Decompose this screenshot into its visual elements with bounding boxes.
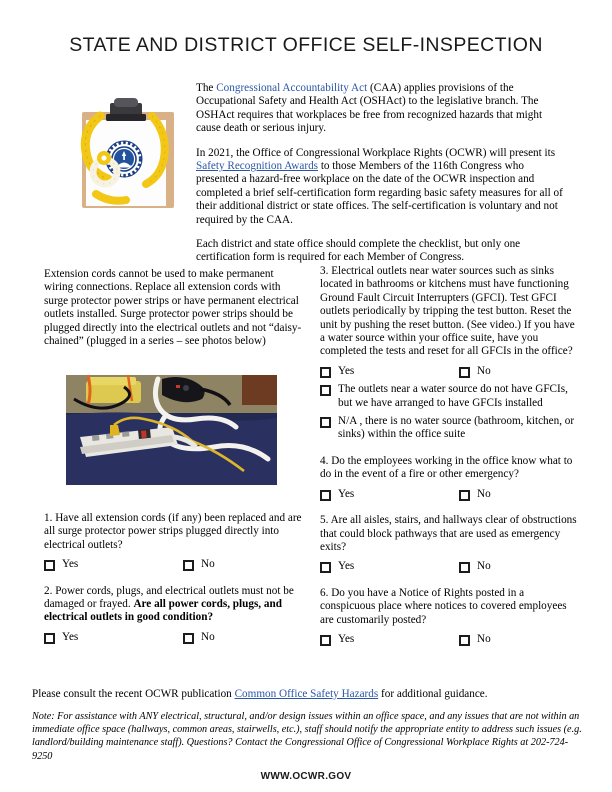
question-3-extra-label-1: The outlets near a water source do not have GFCIs, but we have arranged to have GFCIs installed bbox=[338, 383, 568, 409]
question-1-yes-option[interactable] bbox=[44, 558, 183, 571]
caa-link[interactable]: Congressional Accountability Act bbox=[216, 82, 368, 94]
question-6-yes-option[interactable] bbox=[320, 633, 459, 646]
question-2-text bbox=[44, 585, 302, 625]
checkbox-icon[interactable] bbox=[320, 367, 331, 378]
left-column-questions bbox=[44, 512, 302, 644]
right-column bbox=[320, 265, 578, 646]
checkbox-icon[interactable] bbox=[459, 367, 470, 378]
checkbox-icon[interactable] bbox=[320, 385, 331, 396]
question-5-yes-label: Yes bbox=[338, 560, 355, 573]
extension-cord-guidance: Extension cords cannot be used to make permanent wiring connections. Replace all extension cords with surge protector power strips or have permanent electrical outlets installed. Surge protector power strips should be plugged directly into the electrical outlets and not “daisy-chained” (plugged in a series – see photos below) bbox=[44, 268, 302, 348]
question-1-no-option[interactable] bbox=[183, 558, 215, 571]
question-2 bbox=[44, 585, 302, 645]
question-6-yes-label: Yes bbox=[338, 632, 355, 645]
daisy-chain-photo bbox=[66, 375, 277, 485]
checkbox-icon[interactable] bbox=[320, 635, 331, 646]
common-office-safety-hazards-link[interactable]: Common Office Safety Hazards bbox=[234, 688, 379, 700]
question-3-no-label: No bbox=[477, 364, 491, 377]
question-5-yes-option[interactable] bbox=[320, 560, 459, 573]
checkbox-icon[interactable] bbox=[459, 562, 470, 573]
question-5-no-option[interactable] bbox=[459, 560, 491, 573]
intro-paragraph-3: Each district and state office should complete the checklist, but only one certification form is required for each Member of Congress. bbox=[196, 238, 521, 264]
checkbox-icon[interactable] bbox=[320, 490, 331, 501]
question-2-bold: Are all power cords, plugs, and electrical outlets in good condition? bbox=[44, 598, 282, 624]
question-5 bbox=[320, 514, 578, 574]
question-2-no-option[interactable] bbox=[183, 631, 215, 644]
intro-p1-before: The bbox=[196, 82, 217, 94]
question-5-text: 5. Are all aisles, stairs, and hallways clear of obstructions that could block pathways that are used as emergency exits? bbox=[320, 514, 577, 553]
question-4-text: 4. Do the employees working in the office know what to do in the event of a fire or other emergency? bbox=[320, 454, 573, 481]
intro-paragraph-2 bbox=[196, 147, 568, 227]
question-1 bbox=[44, 512, 302, 572]
question-1-yes-label: Yes bbox=[62, 558, 79, 571]
question-3-yes-label: Yes bbox=[338, 364, 355, 377]
question-6-no-label: No bbox=[477, 632, 491, 645]
intro-p2-before: In 2021, the Office of Congressional Workplace Rights (OCWR) will present its bbox=[196, 146, 556, 159]
guidance-before: Please consult the recent OCWR publication bbox=[32, 688, 235, 700]
checkbox-icon[interactable] bbox=[44, 633, 55, 644]
question-4 bbox=[320, 455, 578, 501]
question-3-text: 3. Electrical outlets near water sources such as sinks located in bathrooms or kitchens must have functioning Ground Fault Circuit Interrupters (GFCI). Test GFCI outlets periodically by tripping the test button. Reset the unit by pushing the reset button. (See video.) If you have a water source within your office suite, have you completed the tests and reset for all GFCIs in the office? bbox=[320, 265, 575, 358]
question-4-options bbox=[320, 488, 578, 501]
question-6-text: 6. Do you have a Notice of Rights posted in a conspicuous place where notices to covered employees are customarily posted? bbox=[320, 586, 567, 626]
guidance-line bbox=[32, 688, 580, 701]
question-5-no-label: No bbox=[477, 560, 491, 573]
page-title: STATE AND DISTRICT OFFICE SELF-INSPECTION bbox=[69, 34, 543, 56]
question-6 bbox=[320, 587, 578, 647]
clipboard-illustration bbox=[62, 86, 190, 212]
guidance-after: for additional guidance. bbox=[378, 688, 488, 700]
checkbox-icon[interactable] bbox=[183, 560, 194, 571]
checkbox-icon[interactable] bbox=[183, 633, 194, 644]
question-4-no-option[interactable] bbox=[459, 488, 491, 501]
question-3-extra-option-2[interactable] bbox=[320, 415, 578, 442]
checkbox-icon[interactable] bbox=[459, 490, 470, 501]
question-3-extra-label-2: N/A , there is no water source (bathroom, kitchen, or sinks) within the office suite bbox=[338, 415, 575, 441]
intro-paragraph-1 bbox=[196, 82, 568, 136]
question-1-no-label: No bbox=[201, 558, 215, 571]
question-4-yes-option[interactable] bbox=[320, 488, 459, 501]
question-2-no-label: No bbox=[201, 630, 215, 643]
question-2-yes-option[interactable] bbox=[44, 631, 183, 644]
safety-recognition-awards-link[interactable]: Safety Recognition Awards bbox=[196, 160, 319, 173]
intro-p2-after: to those Members of the 116th Congress who presented a hazard-free workplace on the date of the OCWR inspection and completed a brief self-certification form regarding basic safety measures for all of their additional district or state offices. The self-certification is voluntary and not required by the CAA. bbox=[196, 160, 563, 226]
intro-p1-after: (CAA) applies provisions of the Occupational Safety and Health Act (OSHAct) to the legislative branch. The OSHAct requires that workplaces be free from recognized hazards that might cause death or serious injury. bbox=[196, 82, 543, 135]
question-1-text: 1. Have all extension cords (if any) been replaced and are all surge protector power strips plugged directly into electrical outlets? bbox=[44, 512, 302, 551]
question-3 bbox=[320, 265, 578, 442]
checkbox-icon[interactable] bbox=[459, 635, 470, 646]
question-1-options bbox=[44, 558, 302, 571]
intro-section bbox=[196, 82, 568, 265]
question-4-no-label: No bbox=[477, 487, 491, 500]
question-4-yes-label: Yes bbox=[338, 487, 355, 500]
checkbox-icon[interactable] bbox=[320, 417, 331, 428]
question-2-yes-label: Yes bbox=[62, 630, 79, 643]
question-3-yes-option[interactable] bbox=[320, 365, 459, 378]
question-3-extra-option-1[interactable] bbox=[320, 383, 578, 410]
checkbox-icon[interactable] bbox=[320, 562, 331, 573]
question-6-options bbox=[320, 633, 578, 646]
question-3-no-option[interactable] bbox=[459, 365, 491, 378]
question-6-no-option[interactable] bbox=[459, 633, 491, 646]
question-3-options bbox=[320, 365, 578, 378]
left-column bbox=[44, 268, 302, 348]
website-url: WWW.OCWR.GOV bbox=[260, 771, 352, 782]
question-2-plain: 2. Power cords, plugs, and electrical outlets must not be damaged or frayed. bbox=[44, 584, 294, 611]
question-2-options bbox=[44, 631, 302, 644]
checkbox-icon[interactable] bbox=[44, 560, 55, 571]
question-5-options bbox=[320, 560, 578, 573]
footer-note: Note: For assistance with ANY electrical, structural, and/or design issues within an office space, and any issues that are not within an immediate office space (hallways, common areas, stairwells, etc.), staff should notify the appropriate entity to address such issues (e.g. landlord/building maintenance staff). Questions? Contact the Congressional Office of Congressional Workplace Rights at 202-724-9250 bbox=[32, 711, 582, 762]
